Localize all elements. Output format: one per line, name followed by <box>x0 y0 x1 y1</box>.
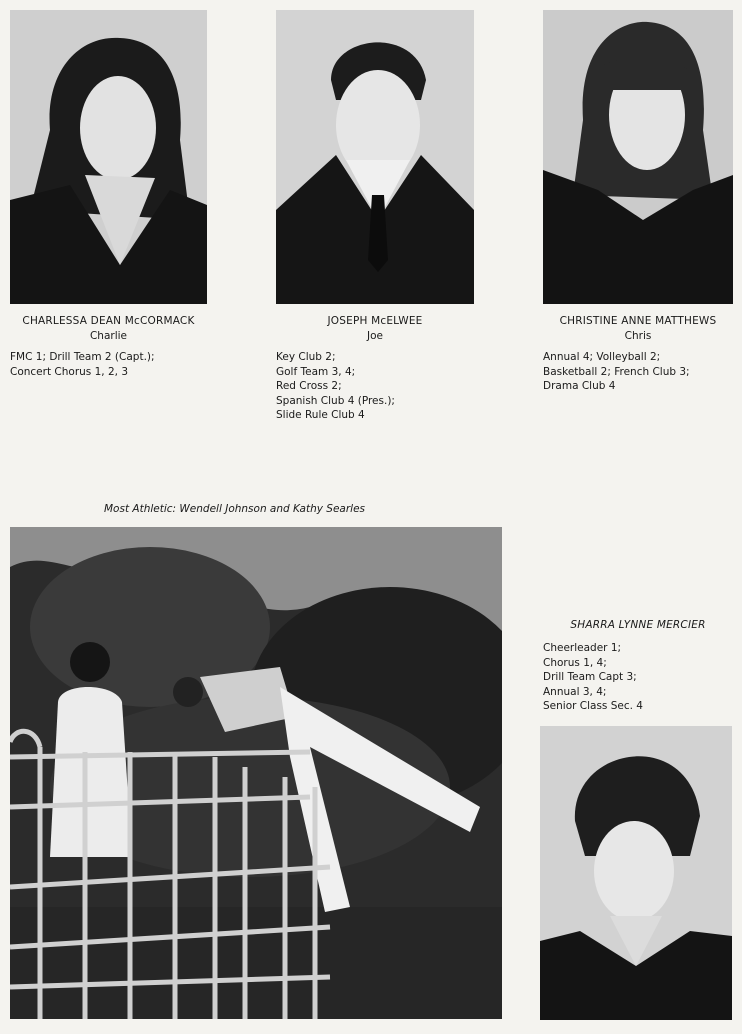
activity-line: Golf Team 3, 4; <box>276 365 356 378</box>
student-nickname: Charlie <box>89 330 128 342</box>
student-name: JOSEPH McELWEE <box>327 315 423 327</box>
student-nickname: Chris <box>624 330 652 342</box>
portrait-christine-matthews <box>543 10 733 304</box>
activity-line: FMC 1; Drill Team 2 (Capt.); <box>10 351 155 363</box>
activity-line: Basketball 2; French Club 3; <box>543 365 690 378</box>
activity-line: Cheerleader 1; <box>543 642 622 654</box>
student-nickname: Joe <box>367 330 383 342</box>
activity-line: Annual 4; Volleyball 2; <box>543 351 661 363</box>
activity-line: Drama Club 4 <box>543 380 616 392</box>
candid-photo-most-athletic <box>10 527 502 1019</box>
student-activities <box>10 350 155 379</box>
activity-line: Red Cross 2; <box>276 380 342 392</box>
student-name: SHARRA LYNNE MERCIER <box>570 619 706 631</box>
portrait-sharra-mercier <box>540 726 732 1020</box>
candid-photo-caption: Most Athletic: Wendell Johnson and Kathy Searles <box>104 503 366 515</box>
student-name: CHRISTINE ANNE MATTHEWS <box>559 315 717 327</box>
student-activities <box>543 350 690 394</box>
student-name: CHARLESSA DEAN McCORMACK <box>22 315 195 327</box>
activity-line: Concert Chorus 1, 2, 3 <box>10 365 128 378</box>
student-activities <box>543 641 643 714</box>
activity-line: Chorus 1, 4; <box>543 656 607 669</box>
portrait-charlessa-mccormack <box>10 10 207 304</box>
student-activities <box>276 350 395 423</box>
activity-line: Senior Class Sec. 4 <box>543 700 643 712</box>
activity-line: Drill Team Capt 3; <box>543 671 637 683</box>
activity-line: Spanish Club 4 (Pres.); <box>276 394 395 407</box>
portrait-joseph-mcelwee <box>276 10 474 304</box>
activity-line: Annual 3, 4; <box>543 685 607 698</box>
activity-line: Slide Rule Club 4 <box>276 409 365 421</box>
activity-line: Key Club 2; <box>276 351 336 363</box>
